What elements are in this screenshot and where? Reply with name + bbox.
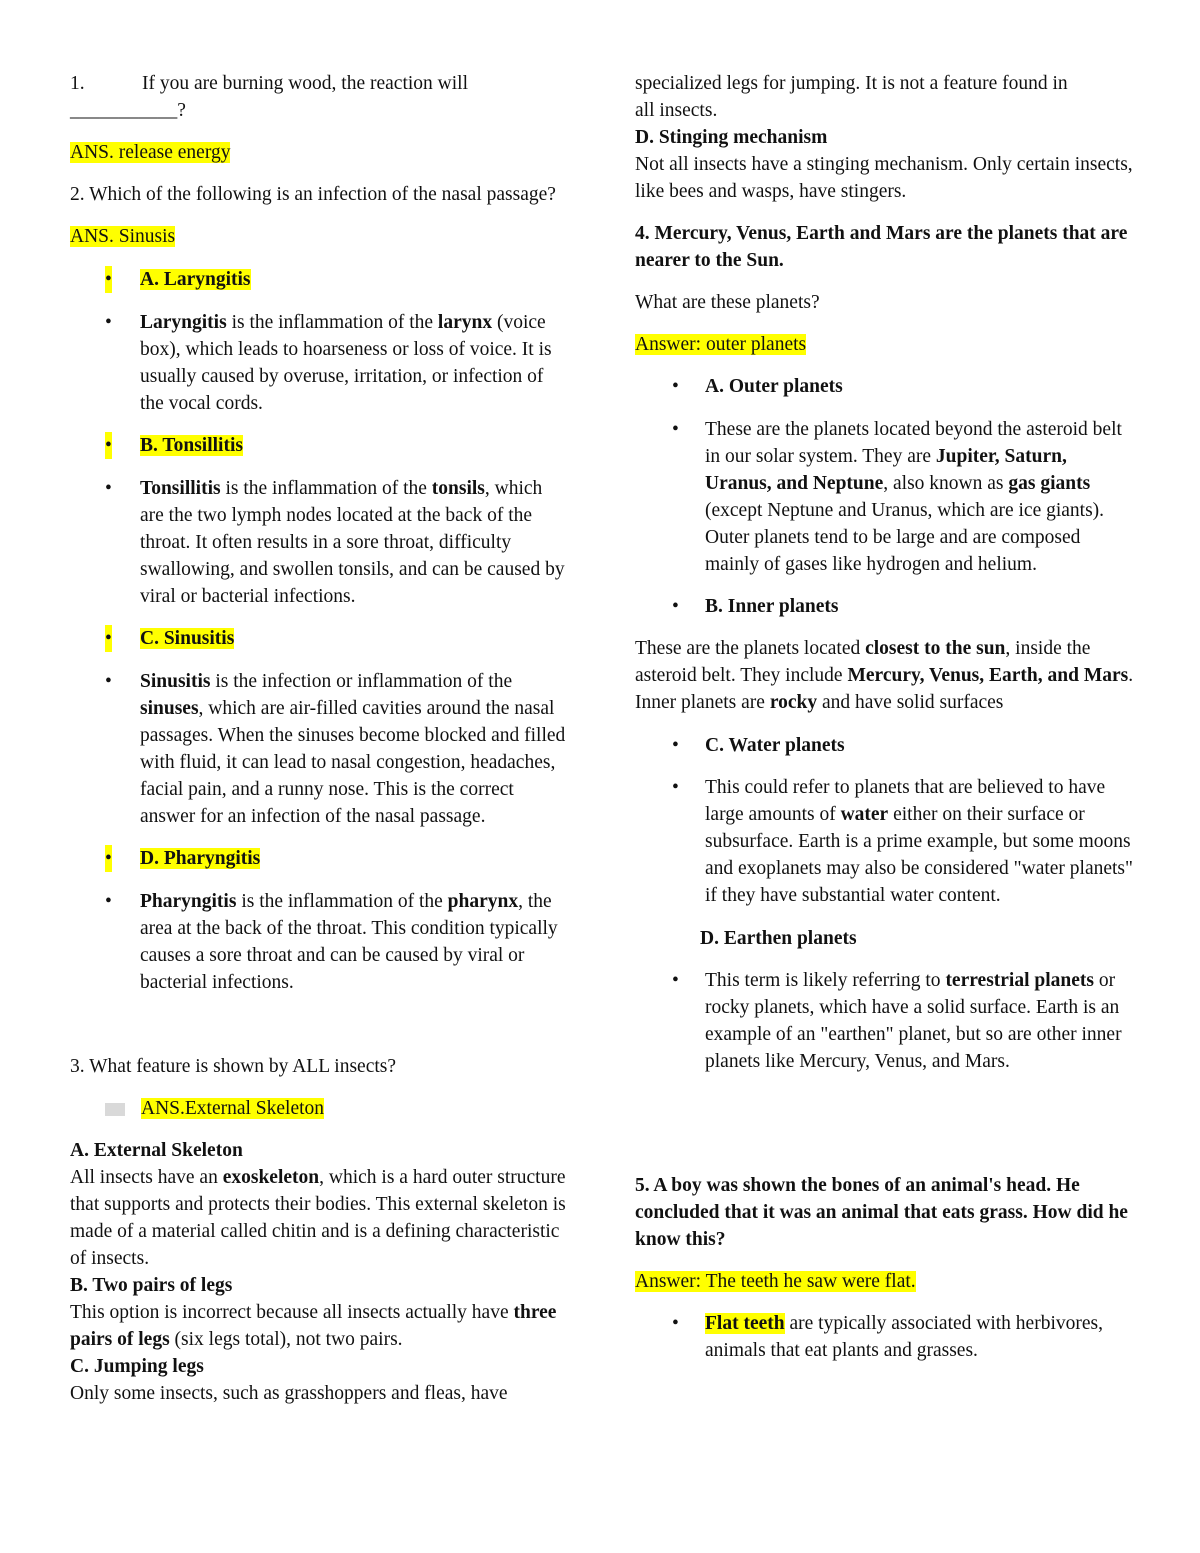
- q4-option-b-desc: These are the planets located closest to the sun, inside the asteroid belt. They include Mercury, Venus, Earth, and Mars. Inner planets are rocky and have solid surfaces: [635, 638, 1134, 713]
- q4-option-c: • C. Water planets: [672, 735, 845, 756]
- q2-option-c: • C. Sinusitis: [70, 625, 570, 652]
- q1-blank: ___________?: [70, 100, 186, 121]
- q3-answer-row: [70, 1095, 570, 1122]
- q3-option-c-left: C. Jumping legs Only some insects, such as grasshoppers and fleas, have: [70, 1356, 508, 1404]
- q5-explanation: • Flat teeth are typically associated with herbivores, animals that eat plants and grasses.: [672, 1313, 1103, 1361]
- q5-answer: Answer: The teeth he saw were flat.: [635, 1271, 916, 1292]
- q3-option-c-tail: all insects.: [635, 100, 718, 121]
- q2-answer: ANS. Sinusis: [70, 226, 176, 247]
- q3-answer: ANS.External Skeleton: [141, 1098, 325, 1119]
- q3-option-d: D. Stinging mechanism Not all insects have a stinging mechanism. Only certain insects, like bees and wasps, have stingers.: [635, 127, 1133, 202]
- q4-option-d: D. Earthen planets: [700, 928, 857, 949]
- q2-option-a-desc: • Laryngitis is the inflammation of the larynx (voice box), which leads to hoarseness or loss of voice. It is usually caused by overuse, irritation, or infection of the vocal cords.: [105, 312, 552, 414]
- gray-marker-icon: [105, 1103, 125, 1116]
- q4-option-a-desc: • These are the planets located beyond the asteroid belt in our solar system. They are Jupiter, Saturn, Uranus, and Neptune, also known as gas giants (except Neptune and Uranus, which are ice giants). Outer planets tend to be large and are composed mainly of gases like hydrogen and helium.: [672, 419, 1122, 575]
- q2-option-b: • B. Tonsillitis: [70, 432, 570, 459]
- q4-option-c-desc: • This could refer to planets that are believed to have large amounts of water either on their surface or subsurface. Earth is a prime example, but some moons and exoplanets may also be considered "water planets" if they have substantial water content.: [672, 777, 1133, 906]
- q1-number: 1.: [70, 73, 85, 94]
- q4-option-d-desc: • This term is likely referring to terrestrial planets or rocky planets, which have a solid surface. Earth is an example of an "earthen" planet, but so are other inner planets like Mercury, Venus, and Mars.: [672, 970, 1122, 1072]
- q4-option-a: • A. Outer planets: [672, 376, 843, 397]
- q4-answer: Answer: outer planets: [635, 334, 807, 355]
- q4-option-b: • B. Inner planets: [672, 596, 839, 617]
- q4-sub: What are these planets?: [635, 292, 820, 313]
- q1-question: 1. If you are burning wood, the reaction will ___________?: [70, 70, 570, 124]
- q4-question: 4. Mercury, Venus, Earth and Mars are the planets that are nearer to the Sun.: [635, 223, 1128, 271]
- q3-option-a: A. External Skeleton All insects have an exoskeleton, which is a hard outer structure that supports and protects their bodies. This external skeleton is made of a material called chitin and is a defining characteristic of insects.: [70, 1140, 566, 1269]
- right-column: [635, 70, 1135, 1364]
- q3-option-c-cont: specialized legs for jumping. It is not a feature found in: [635, 73, 1068, 94]
- q2-option-d-desc: • Pharyngitis is the inflammation of the pharynx, the area at the back of the throat. This condition typically causes a sore throat and can be caused by viral or bacterial infections.: [105, 891, 558, 993]
- q2-option-d: • D. Pharyngitis: [70, 845, 570, 872]
- q3-option-b: B. Two pairs of legs This option is incorrect because all insects actually have three pairs of legs (six legs total), not two pairs.: [70, 1275, 557, 1350]
- q2-option-c-desc: • Sinusitis is the infection or inflammation of the sinuses, which are air-filled cavities around the nasal passages. When the sinuses become blocked and filled with fluid, it can lead to nasal congestion, headaches, facial pain, and a runny nose. This is the correct answer for an infection of the nasal passage.: [105, 671, 566, 827]
- q5-question: 5. A boy was shown the bones of an animal's head. He concluded that it was an animal that eats grass. How did he know this?: [635, 1175, 1128, 1250]
- q3-question: 3. What feature is shown by ALL insects?: [70, 1056, 397, 1077]
- q2-option-a: • A. Laryngitis: [70, 266, 570, 293]
- q3-option-c-cont-wrap: [635, 70, 1135, 97]
- left-column: [70, 70, 570, 1407]
- q2-question: 2. Which of the following is an infection of the nasal passage?: [70, 184, 556, 205]
- q1-answer: ANS. release energy: [70, 142, 231, 163]
- q2-option-b-desc: • Tonsillitis is the inflammation of the tonsils, which are the two lymph nodes located at the back of the throat. It often results in a sore throat, difficulty swallowing, and swollen tonsils, and can be caused by viral or bacterial infections.: [105, 478, 565, 607]
